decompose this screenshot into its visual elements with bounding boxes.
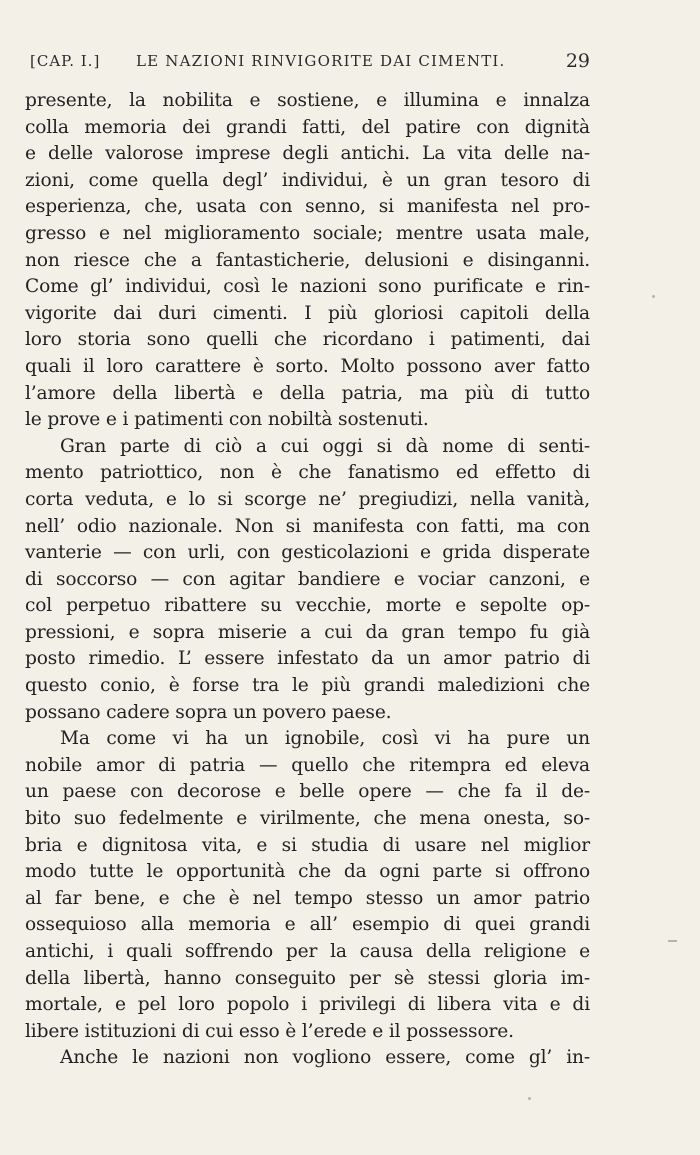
text-line: l’amore della libertà e della patria, ma più di tutto — [25, 382, 590, 404]
running-title: LE NAZIONI RINVIGORITE DAI CIMENTI. — [136, 52, 506, 70]
text-line: modo tutte le opportunità che da ogni parte si offrono — [25, 861, 590, 883]
text-line: le prove e i patimenti con nobiltà sostenuti. — [25, 409, 429, 431]
body-text — [25, 88, 590, 1072]
text-line: Anche le nazioni non vogliono essere, come gl’ in- — [60, 1047, 590, 1069]
text-line: loro storia sono quelli che ricordano i patimenti, dai — [25, 329, 590, 351]
page-number: 29 — [565, 50, 590, 72]
text-line: nell’ odio nazionale. Non si manifesta con fatti, ma con — [25, 515, 590, 537]
text-line: Gran parte di ciò a cui oggi si dà nome di senti- — [60, 435, 590, 457]
paper-speck — [528, 1097, 531, 1100]
chapter-label: [CAP. I.] — [30, 52, 101, 70]
text-line: corta veduta, e lo si scorge ne’ pregiudizi, nella vanità, — [25, 488, 590, 510]
text-line: nobile amor di patria — quello che ritempra ed eleva — [25, 754, 590, 776]
running-head — [30, 50, 590, 80]
text-line: Ma come vi ha un ignobile, così vi ha pure un — [60, 728, 590, 750]
text-line: pressioni, e sopra miserie a cui da gran tempo fu già — [25, 621, 590, 643]
text-line: gresso e nel miglioramento sociale; mentre usata male, — [25, 222, 590, 244]
text-line: bria e dignitosa vita, e si studia di usare nel miglior — [25, 834, 590, 856]
text-line: zioni, come quella degl’ individui, è un gran tesoro di — [25, 169, 590, 191]
text-line: e delle valorose imprese degli antichi. La vita delle na- — [25, 143, 590, 165]
text-line: questo conio, è forse tra le più grandi maledizioni che — [25, 675, 590, 697]
text-line: un paese con decorose e belle opere — che fa il de- — [25, 781, 590, 803]
text-line: ossequioso alla memoria e all’ esempio di quei grandi — [25, 914, 590, 936]
text-line: bito suo fedelmente e virilmente, che mena onesta, so- — [25, 808, 590, 830]
text-line: vigorite dai duri cimenti. I più gloriosi capitoli della — [25, 302, 590, 324]
text-line: posto rimedio. L’ essere infestato da un amor patrio di — [25, 648, 590, 670]
text-line: col perpetuo ribattere su vecchie, morte e sepolte op- — [25, 595, 590, 617]
text-line: mento patriottico, non è che fanatismo ed effetto di — [25, 462, 590, 484]
margin-mark — [668, 940, 677, 942]
text-line: della libertà, hanno conseguito per sè stessi gloria im- — [25, 967, 590, 989]
text-line: di soccorso — con agitar bandiere e vociar canzoni, e — [25, 568, 590, 590]
text-line: mortale, e pel loro popolo i privilegi di libera vita e di — [25, 994, 590, 1016]
text-line: Come gl’ individui, così le nazioni sono purificate e rin- — [25, 276, 590, 298]
text-line: colla memoria dei grandi fatti, del patire con dignità — [25, 116, 590, 138]
text-line: non riesce che a fantasticherie, delusioni e disinganni. — [25, 249, 590, 271]
text-line: antichi, i quali soffrendo per la causa della religione e — [25, 941, 590, 962]
text-line: presente, la nobilita e sostiene, e illumina e innalza — [25, 90, 590, 111]
paper-speck — [652, 295, 655, 298]
text-line: al far bene, e che è nel tempo stesso un amor patrio — [25, 887, 590, 909]
text-line: vanterie — con urli, con gesticolazioni e grida disperate — [25, 542, 590, 564]
text-line: quali il loro carattere è sorto. Molto possono aver fatto — [25, 355, 590, 377]
text-line: possano cadere sopra un povero paese. — [25, 701, 392, 723]
text-line: libere istituzioni di cui esso è l’erede e il possessore. — [25, 1020, 514, 1042]
text-line: esperienza, che, usata con senno, si manifesta nel pro- — [25, 196, 590, 218]
